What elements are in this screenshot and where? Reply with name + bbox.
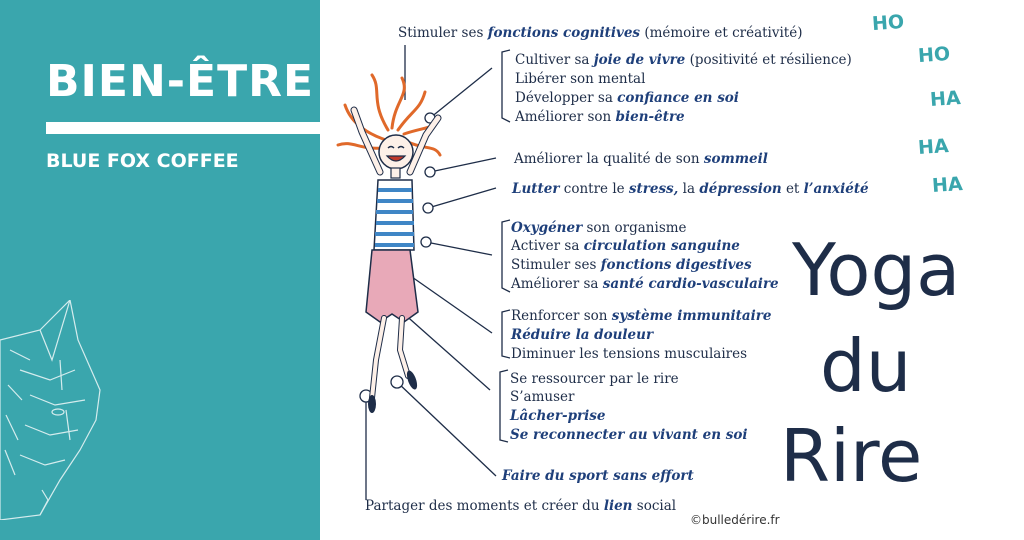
benefit-reduce-pain: Réduire la douleur xyxy=(511,327,654,343)
brace-body xyxy=(502,220,510,292)
connector-sport xyxy=(397,382,496,476)
benefit-sleep: Améliorer la qualité de son sommeil xyxy=(514,151,768,167)
benefit-sport: Faire du sport sans effort xyxy=(502,468,694,484)
benefit-cardio: Améliorer sa santé cardio-vasculaire xyxy=(511,276,779,292)
copyright-credit: ©bulledérire.fr xyxy=(690,513,780,527)
benefit-joy-of-living: Cultiver sa joie de vivre (positivité et résilience) xyxy=(515,52,852,68)
connector-body xyxy=(426,242,492,255)
benefit-recharge: Se ressourcer par le rire xyxy=(510,371,679,387)
headline-yoga: Yoga xyxy=(792,228,961,312)
laugh-ho-2: HO xyxy=(917,42,951,68)
benefit-digestion: Stimuler ses fonctions digestives xyxy=(511,257,752,273)
title-underline xyxy=(46,122,320,134)
laugh-ha-3: HA xyxy=(931,172,964,198)
benefit-circulation: Activer sa circulation sanguine xyxy=(511,238,740,254)
benefit-reconnect: Se reconnecter au vivant en soi xyxy=(510,427,748,443)
benefit-cognitive: Stimuler ses fonctions cognitives (mémoire et créativité) xyxy=(398,25,803,41)
headline-rire: Rire xyxy=(780,414,923,498)
panel-title: BIEN-ÊTRE xyxy=(46,56,315,107)
connector-sleep xyxy=(430,158,496,172)
headline-du: du xyxy=(820,324,912,408)
benefit-oxygenate: Oxygéner son organisme xyxy=(511,220,687,236)
laugh-ha-2: HA xyxy=(917,134,950,160)
marker-neck xyxy=(425,167,435,177)
marker-belly xyxy=(421,237,431,247)
benefit-self-confidence: Développer sa confiance en soi xyxy=(515,90,739,106)
benefit-muscle-tension: Diminuer les tensions musculaires xyxy=(511,346,748,362)
benefit-free-mind: Libérer son mental xyxy=(515,71,646,87)
connector-mental xyxy=(430,68,492,118)
laugh-ho-1: HO xyxy=(871,10,905,36)
fox-illustration xyxy=(0,300,110,520)
benefit-well-being: Améliorer son bien-être xyxy=(515,109,685,125)
title-panel xyxy=(0,0,320,540)
brand-name: BLUE FOX COFFEE xyxy=(46,150,239,172)
benefit-immune-system: Renforcer son système immunitaire xyxy=(511,308,772,324)
benefit-social-bond: Partager des moments et créer du lien social xyxy=(365,498,677,514)
brace-immune xyxy=(502,310,510,358)
benefit-have-fun: S’amuser xyxy=(510,389,575,405)
marker-chest xyxy=(423,203,433,213)
marker-foot xyxy=(391,376,403,388)
brace-mental xyxy=(502,50,510,122)
laugh-ha-1: HA xyxy=(929,86,962,112)
brace-joy xyxy=(500,370,508,442)
benefit-let-go: Lâcher-prise xyxy=(510,408,606,424)
connector-stress xyxy=(428,188,496,208)
benefit-stress: Lutter contre le stress, la dépression et l’anxiété xyxy=(512,181,869,197)
